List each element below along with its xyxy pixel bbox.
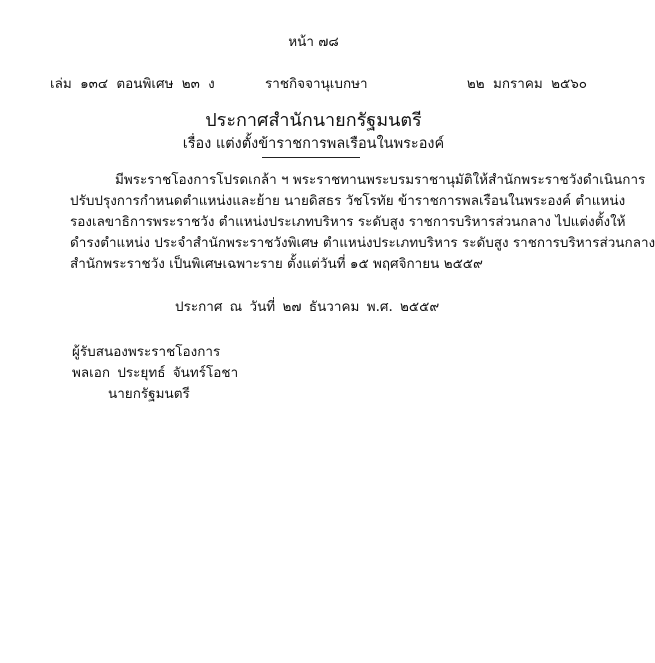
- signer-name: พลเอก ประยุทธ์ จันทร์โอชา: [72, 365, 239, 381]
- publication-name: ราชกิจจานุเบกษา: [265, 76, 368, 92]
- body-line: ดำรงตำแหน่ง ประจำสำนักพระราชวังพิเศษ ตำแหน่งประเภทบริหาร ระดับสูง ราชการบริหารส่วนกลาง: [70, 235, 655, 251]
- volume-info: เล่ม ๑๓๔ ตอนพิเศษ ๒๓ ง: [50, 76, 215, 92]
- countersign-label: ผู้รับสนองพระราชโองการ: [72, 344, 221, 360]
- page-number: หน้า ๗๘: [288, 34, 339, 50]
- announcement-subject: เรื่อง แต่งตั้งข้าราชการพลเรือนในพระองค์: [182, 136, 445, 152]
- announcement-date: ประกาศ ณ วันที่ ๒๗ ธันวาคม พ.ศ. ๒๕๕๙: [175, 299, 440, 315]
- body-line: มีพระราชโองการโปรดเกล้า ฯ พระราชทานพระบรมราชานุมัติให้สำนักพระราชวังดำเนินการ: [115, 172, 646, 188]
- signer-position: นายกรัฐมนตรี: [108, 386, 190, 402]
- announcement-body: [70, 170, 655, 275]
- title-divider: [262, 157, 360, 158]
- body-line: สำนักพระราชวัง เป็นพิเศษเฉพาะราย ตั้งแต่วันที่ ๑๕ พฤศจิกายน ๒๕๕๙: [70, 256, 483, 272]
- body-line: ปรับปรุงการกำหนดตำแหน่งและย้าย นายดิสธร วัชโรทัย ข้าราชการพลเรือนในพระองค์ ตำแหน่ง: [70, 193, 626, 209]
- publication-date: ๒๒ มกราคม ๒๕๖๐: [466, 76, 587, 92]
- announcement-title: ประกาศสำนักนายกรัฐมนตรี: [205, 110, 422, 131]
- body-line: รองเลขาธิการพระราชวัง ตำแหน่งประเภทบริหาร ระดับสูง ราชการบริหารส่วนกลาง ไปแต่งตั้งให้: [70, 214, 626, 230]
